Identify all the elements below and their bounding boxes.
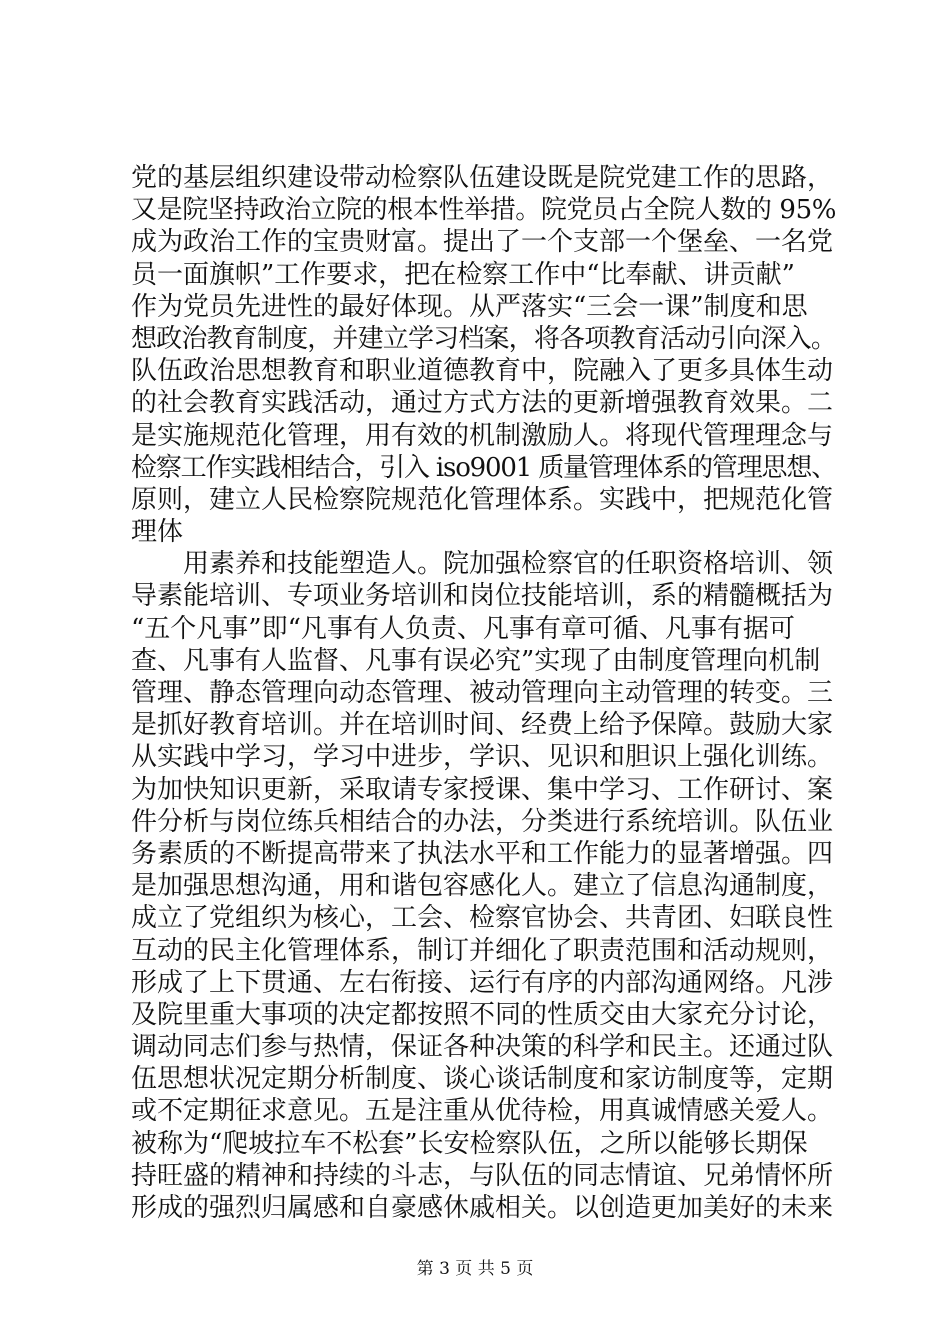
text-line: 队伍政治思想教育和职业道德教育中，院融入了更多具体生动 (131, 356, 834, 387)
text-line: 员一面旗帜”工作要求，把在检察工作中“比奉献、讲贡献” (131, 259, 795, 290)
text-line: 互动的民主化管理体系，制订并细化了职责范围和活动规则， (131, 935, 834, 966)
text-line: 又是院坚持政治立院的根本性举措。院党员占全院人数的 95% (131, 195, 837, 226)
text-line: 原则，建立人民检察院规范化管理体系。实践中，把规范化管 (131, 484, 834, 515)
text-line: 伍思想状况定期分析制度、谈心谈话制度和家访制度等，定期 (131, 1064, 834, 1095)
text-line: 成为政治工作的宝贵财富。提出了一个支部一个堡垒、一名党 (131, 227, 834, 258)
text-line: 导素能培训、专项业务培训和岗位技能培训，系的精髓概括为 (131, 581, 834, 612)
page-footer: 第 3 页 共 5 页 (416, 1259, 534, 1279)
text-line: 作为党员先进性的最好体现。从严落实“三会一课”制度和思 (131, 291, 808, 322)
text-line: 为加快知识更新，采取请专家授课、集中学习、工作研讨、案 (131, 774, 834, 805)
text-line: 检察工作实践相结合，引入 iso9001 质量管理体系的管理思想、 (131, 452, 837, 483)
text-line: 件分析与岗位练兵相结合的办法，分类进行系统培训。队伍业 (131, 806, 834, 837)
text-line: 调动同志们参与热情，保证各种决策的科学和民主。还通过队 (131, 1032, 834, 1063)
text-line: 是加强思想沟通，用和谐包容感化人。建立了信息沟通制度， (131, 871, 834, 902)
text-line: 成立了党组织为核心，工会、检察官协会、共青团、妇联良性 (131, 903, 834, 934)
text-line: 被称为“爬坡拉车不松套”长安检察队伍，之所以能够长期保 (131, 1128, 808, 1159)
text-line: 或不定期征求意见。五是注重从优待检，用真诚情感关爱人。 (131, 1096, 834, 1127)
text-line: 持旺盛的精神和持续的斗志，与队伍的同志情谊、兄弟情怀所 (131, 1160, 834, 1191)
text-line: 想政治教育制度，并建立学习档案，将各项教育活动引向深入。 (131, 323, 837, 354)
text-line: 管理、静态管理向动态管理、被动管理向主动管理的转变。三 (131, 678, 834, 708)
text-line: 形成了上下贯通、左右衔接、运行有序的内部沟通网络。凡涉 (131, 967, 834, 998)
text-line: 用素养和技能塑造人。院加强检察官的任职资格培训、领 (131, 549, 834, 580)
body-text (131, 162, 836, 1224)
text-line: 是抓好教育培训。并在培训时间、经费上给予保障。鼓励大家 (131, 710, 834, 741)
text-line: 是实施规范化管理，用有效的机制激励人。将现代管理理念与 (131, 420, 834, 451)
text-line: 的社会教育实践活动，通过方式方法的更新增强教育效果。二 (131, 388, 834, 419)
text-line: 及院里重大事项的决定都按照不同的性质交由大家充分讨论， (131, 999, 834, 1030)
text-line: 查、凡事有人监督、凡事有误必究”实现了由制度管理向机制 (131, 645, 821, 676)
text-line: 从实践中学习，学习中进步，学识、见识和胆识上强化训练。 (131, 742, 834, 773)
text-line: 务素质的不断提高带来了执法水平和工作能力的显著增强。四 (131, 838, 834, 869)
text-line: 形成的强烈归属感和自豪感休戚相关。以创造更加美好的未来 (131, 1193, 834, 1223)
text-line: 党的基层组织建设带动检察队伍建设既是院党建工作的思路， (131, 163, 834, 193)
text-line: “五个凡事”即“凡事有人负责、凡事有章可循、凡事有据可 (131, 613, 795, 644)
text-line: 理体 (131, 517, 184, 548)
